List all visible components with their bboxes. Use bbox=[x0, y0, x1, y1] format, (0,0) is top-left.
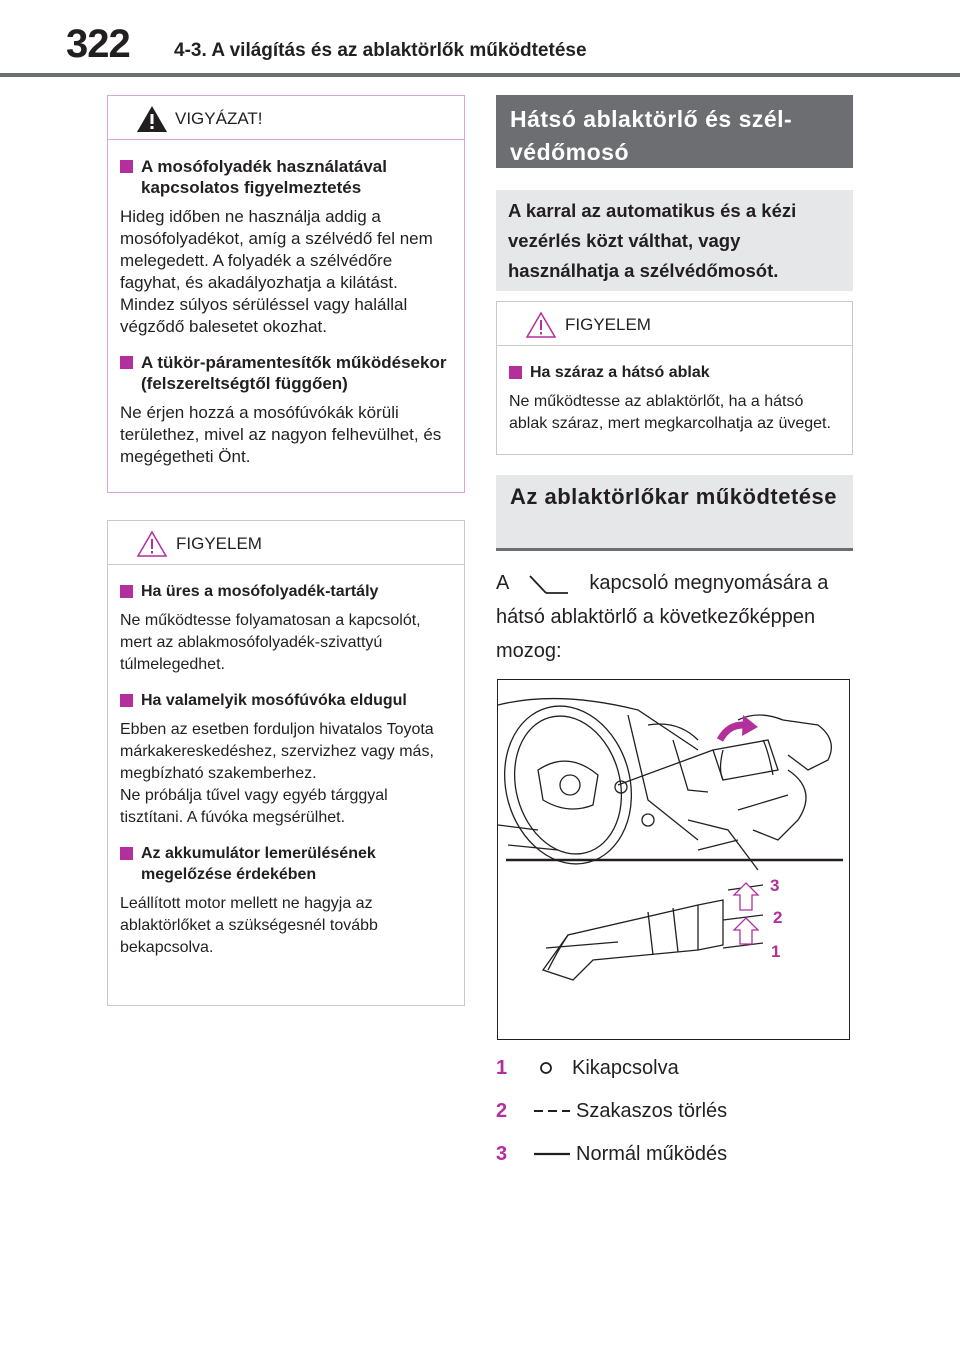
off-circle-icon bbox=[532, 1056, 572, 1080]
notice-subhead-2: Ha valamelyik mosófúvóka eldugul bbox=[120, 690, 450, 711]
bullet-square-icon bbox=[120, 847, 133, 860]
legend-item-intermittent bbox=[496, 1097, 856, 1127]
intro-box: A karral az automatikus és a kézi vezérlés közt válthat, vagy használhatja a szélvédőmosót. bbox=[496, 190, 853, 291]
dashed-line-icon bbox=[532, 1099, 572, 1123]
legend-number: 2 bbox=[496, 1100, 508, 1122]
notice-2-subhead: Ha száraz a hátsó ablak bbox=[509, 362, 838, 383]
header-rule bbox=[0, 73, 960, 77]
legend-number: 1 bbox=[496, 1057, 508, 1079]
warning-box-header bbox=[108, 96, 464, 140]
notice-subhead-1: Ha üres a mosófolyadék-tartály bbox=[120, 581, 450, 602]
instruction-paragraph bbox=[496, 566, 856, 668]
para-end: kapcsoló megnyomására a hátsó ablaktörlő a következőképpen mozog: bbox=[496, 572, 829, 662]
legend-text: Szakaszos törlés bbox=[576, 1100, 728, 1122]
notice-subhead-3: Az akkumulátor lemerülésének megelőzése érdekében bbox=[120, 843, 450, 885]
section-title-wiper-operation: Az ablaktörlőkar működtetése bbox=[496, 475, 853, 551]
legend-text: Kikapcsolva bbox=[572, 1057, 679, 1079]
notice-box-2-header bbox=[497, 302, 852, 346]
caution-triangle-icon bbox=[525, 311, 557, 339]
warning-text-2: Ne érjen hozzá a mosófúvókák körüli területhez, mivel az nagyon felhevülhet, és megégetheti Önt. bbox=[120, 403, 442, 466]
section-title-rear-wiper: Hátsó ablaktörlő és szélvédőmosó bbox=[496, 95, 853, 168]
bullet-square-icon bbox=[120, 585, 133, 598]
figure-label-3: 3 bbox=[770, 876, 780, 895]
figure-label-1: 1 bbox=[771, 942, 781, 961]
warning-text-1: Hideg időben ne használja addig a mosófolyadékot, amíg a szélvédő fel nem melegedett. A folyadék a szélvédőre fagyhat, és akadályozhatja a kilátást. Mindez súlyos sérüléssel vagy halállal végződő balesetet okozhat. bbox=[120, 207, 433, 336]
notice-label: FIGYELEM bbox=[565, 315, 651, 334]
notice-label: FIGYELEM bbox=[176, 534, 262, 553]
para-start: A bbox=[496, 572, 509, 594]
legend-number: 3 bbox=[496, 1143, 508, 1165]
caution-triangle-icon bbox=[136, 530, 168, 558]
notice-text-2b: Ne próbálja tűvel vagy egyéb tárggyal tisztítani. A fúvóka megsérülhet. bbox=[120, 787, 388, 826]
page-header bbox=[0, 0, 960, 80]
bullet-square-icon bbox=[120, 356, 133, 369]
notice-box-1-header bbox=[108, 521, 464, 565]
chapter-title: 4-3. A világítás és az ablaktörlők működtetése bbox=[174, 40, 587, 61]
notice-text-3: Leállított motor mellett ne hagyja az ablaktörlőket a szükségesnél tovább bekapcsolva. bbox=[120, 895, 378, 956]
notice-2-text: Ne működtesse az ablaktörlőt, ha a hátsó ablak száraz, mert megkarcolhatja az üveget. bbox=[509, 393, 831, 432]
dashboard-illustration bbox=[498, 680, 850, 1040]
warning-subhead-2: A tükör-páramentesítők működésekor (felszereltségtől függően) bbox=[120, 352, 450, 394]
warning-box bbox=[107, 95, 465, 493]
bullet-square-icon bbox=[120, 694, 133, 707]
warning-subhead-1: A mosófolyadék használatával kapcsolatos figyelmeztetés bbox=[120, 156, 450, 198]
bullet-square-icon bbox=[120, 160, 133, 173]
legend-text: Normál működés bbox=[576, 1143, 728, 1165]
warning-label: VIGYÁZAT! bbox=[175, 109, 263, 128]
notice-box-1 bbox=[107, 520, 465, 1006]
warning-triangle-icon bbox=[136, 105, 168, 133]
notice-text-2: Ebben az esetben forduljon hivatalos Toyota márkakereskedéshez, szervizhez vagy más, megbízható szakemberhez. bbox=[120, 721, 434, 782]
rear-wiper-switch-icon bbox=[524, 573, 574, 595]
figure-label-2: 2 bbox=[773, 908, 783, 927]
page-number: 322 bbox=[66, 22, 130, 66]
legend-item-normal bbox=[496, 1140, 856, 1170]
notice-text-1: Ne működtesse folyamatosan a kapcsolót, mert az ablakmosófolyadék-szivattyú túlmelegedhet. bbox=[120, 612, 421, 673]
solid-line-icon bbox=[532, 1142, 572, 1166]
wiper-lever-figure bbox=[497, 679, 850, 1040]
bullet-square-icon bbox=[509, 366, 522, 379]
notice-box-2 bbox=[496, 301, 853, 455]
legend-item-off bbox=[496, 1054, 856, 1084]
